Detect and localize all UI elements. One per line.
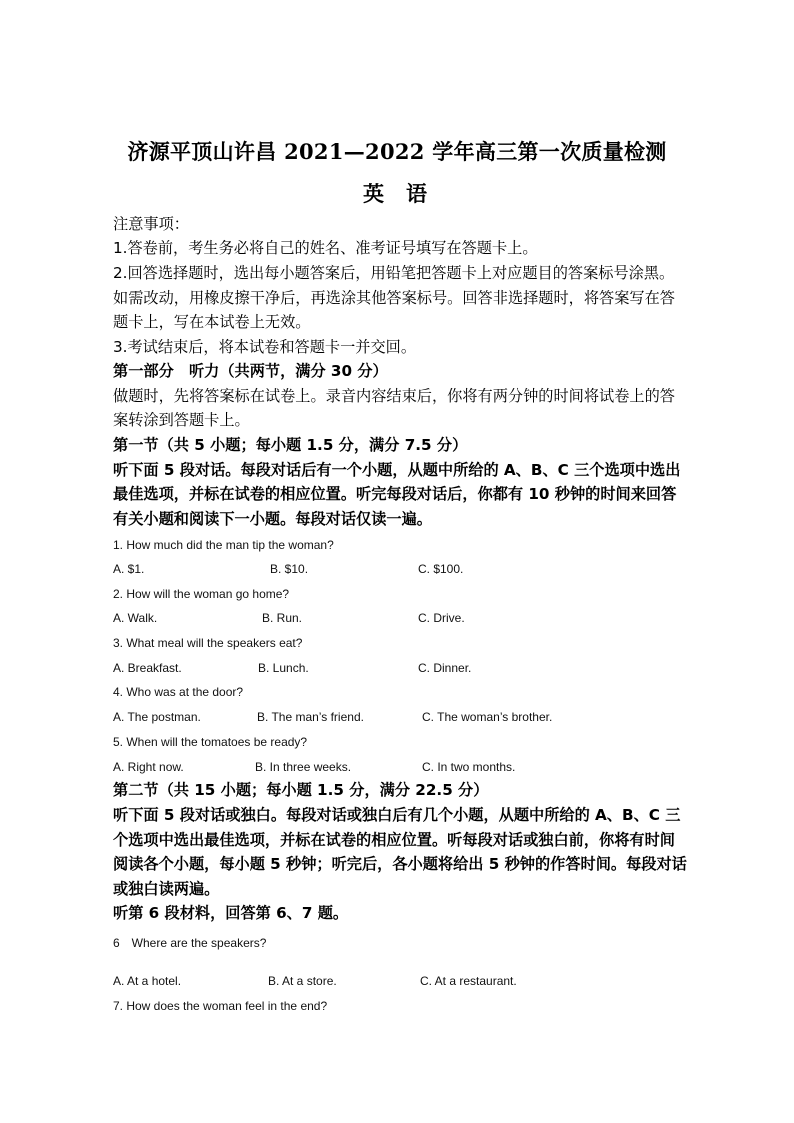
q4-option-c: C. The woman’s brother. [422, 710, 553, 724]
q6-option-b: B. At a store. [268, 974, 337, 988]
q5-option-a: A. Right now. [113, 760, 184, 774]
question-5: 5. When will the tomatoes be ready? [113, 735, 308, 749]
section1-instr-b: 最佳选项，并标在试卷的相应位置。听完每段对话后，你都有 10 秒钟的时间来回答 [113, 485, 677, 503]
exam-title: 济源平顶山许昌 2021—2022 学年高三第一次质量检测 [127, 139, 667, 164]
note-line-3: 3.考试结束后，将本试卷和答题卡一并交回。 [113, 338, 417, 356]
q4-option-b: B. The man’s friend. [257, 710, 364, 724]
question-1: 1. How much did the man tip the woman? [113, 538, 334, 552]
q2-option-b: B. Run. [262, 611, 303, 625]
q3-option-a: A. Breakfast. [113, 661, 182, 675]
q4-option-a: A. The postman. [113, 710, 201, 724]
q1-option-b: B. $10. [270, 562, 309, 576]
section1-instr-a: 听下面 5 段对话。每段对话后有一个小题，从题中所给的 A、B、C 三个选项中选出 [113, 461, 681, 479]
section2-instr-d: 或独白读两遍。 [113, 880, 220, 898]
q2-option-c: C. Drive. [418, 611, 465, 625]
question-6: 6 Where are the speakers? [113, 936, 267, 950]
note-line-2b: 如需改动，用橡皮擦干净后，再选涂其他答案标号。回答非选择题时，将答案写在答 [113, 289, 675, 307]
q3-option-b: B. Lunch. [258, 661, 309, 675]
question-2: 2. How will the woman go home? [113, 587, 290, 601]
q3-option-c: C. Dinner. [418, 661, 472, 675]
question-7: 7. How does the woman feel in the end? [113, 999, 328, 1013]
question-4: 4. Who was at the door? [113, 685, 244, 699]
section2-heading: 第二节（共 15 小题；每小题 1.5 分，满分 22.5 分） [113, 781, 489, 799]
section2-instr-c: 阅读各个小题，每小题 5 秒钟；听完后，各小题将给出 5 秒钟的作答时间。每段对话 [113, 855, 687, 873]
part1-intro-a: 做题时，先将答案标在试卷上。录音内容结束后，你将有两分钟的时间将试卷上的答 [113, 387, 675, 405]
subject-title: 英语 [363, 181, 449, 206]
q1-option-a: A. $1. [113, 562, 145, 576]
section1-instr-c: 有关小题和阅读下一小题。每段对话仅读一遍。 [113, 510, 432, 528]
notes-heading: 注意事项： [113, 215, 189, 233]
q5-option-c: C. In two months. [422, 760, 516, 774]
q6-option-a: A. At a hotel. [113, 974, 182, 988]
part1-intro-b: 案转涂到答题卡上。 [113, 411, 250, 429]
section1-heading: 第一节（共 5 小题；每小题 1.5 分，满分 7.5 分） [113, 436, 468, 454]
q5-option-b: B. In three weeks. [255, 760, 352, 774]
q2-option-a: A. Walk. [113, 611, 158, 625]
section2-instr-a: 听下面 5 段对话或独白。每段对话或独白后有几个小题，从题中所给的 A、B、C 三 [113, 806, 681, 824]
q1-option-c: C. $100. [418, 562, 464, 576]
note-line-1: 1.答卷前，考生务必将自己的姓名、准考证号填写在答题卡上。 [113, 239, 538, 257]
material-6-heading: 听第 6 段材料，回答第 6、7 题。 [113, 904, 349, 922]
note-line-2c: 题卡上，写在本试卷上无效。 [113, 313, 311, 331]
part1-heading: 第一部分 听力（共两节，满分 30 分） [113, 362, 388, 380]
q6-option-c: C. At a restaurant. [420, 974, 517, 988]
section2-instr-b: 个选项中选出最佳选项，并标在试卷的相应位置。听每段对话或独白前，你将有时间 [113, 831, 675, 849]
note-line-2a: 2.回答选择题时，选出每小题答案后，用铅笔把答题卡上对应题目的答案标号涂黑。 [113, 264, 675, 282]
question-3: 3. What meal will the speakers eat? [113, 636, 303, 650]
